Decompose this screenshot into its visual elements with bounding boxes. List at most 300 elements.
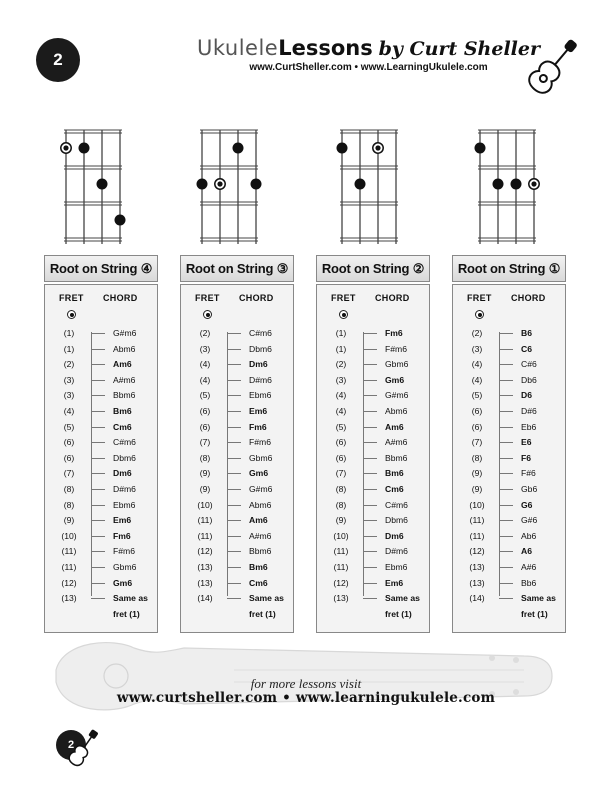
chord-name: Am6: [385, 421, 404, 432]
chord-name: Fm6: [385, 328, 403, 338]
chord-name: G#m6: [385, 390, 409, 401]
root-dot-center-icon: [375, 145, 380, 150]
footer-ukulele-icon: [62, 726, 102, 768]
bracket-tick: [227, 442, 241, 443]
bracket-tick: [227, 473, 241, 474]
chord-name: Gbm6: [249, 452, 273, 463]
chord-diagram-4: [474, 124, 544, 244]
bracket-tick: [91, 489, 105, 490]
chord-row: [317, 590, 429, 606]
chord-name: F#m6: [113, 546, 135, 557]
bracket-tick: [363, 411, 377, 412]
bracket-tick: [91, 583, 105, 584]
fret-column-header: FRET: [59, 293, 84, 303]
chord-name: Abm6: [249, 499, 272, 510]
fret-number: (2): [63, 359, 75, 370]
chord-name: Ebm6: [113, 499, 136, 510]
fret-number: (1): [335, 343, 347, 354]
chord-name: Dbm6: [385, 515, 408, 526]
bracket-tick: [227, 583, 241, 584]
chord-row: [45, 575, 157, 591]
chord-row: [181, 372, 293, 388]
chord-row: [453, 403, 565, 419]
fret-number: (11): [197, 530, 213, 541]
chord-name: Gbm6: [385, 359, 409, 370]
footer-page-badge: 2: [56, 730, 86, 760]
chord-row: [317, 450, 429, 466]
chord-column-header: CHORD: [375, 293, 410, 303]
fret-number: (10): [469, 499, 485, 510]
fret-number: (4): [63, 405, 75, 416]
bracket-tick: [91, 364, 105, 365]
fret-number: (2): [335, 359, 347, 370]
chord-row: [453, 434, 565, 450]
chord-row: [45, 450, 157, 466]
ukulele-logo-icon: [528, 34, 578, 100]
fret-number: (4): [335, 390, 347, 401]
chord-row: [45, 559, 157, 575]
finger-dot-icon: [251, 179, 262, 190]
fret-number: (14): [197, 593, 213, 604]
chord-row: [181, 403, 293, 419]
chord-panel-1: [44, 255, 158, 633]
chord-column-header: CHORD: [239, 293, 274, 303]
chord-name: G#6: [521, 515, 538, 526]
chord-name: Db6: [521, 374, 537, 385]
bracket-tick: [363, 349, 377, 350]
finger-dot-icon: [233, 143, 244, 154]
chord-row: [45, 481, 157, 497]
chord-row: [181, 387, 293, 403]
chord-name: D#m6: [249, 374, 272, 385]
chord-name: G6: [521, 499, 533, 510]
chord-row: [45, 341, 157, 357]
chord-name: Same as: [385, 593, 420, 604]
fret-number: (10): [333, 530, 349, 541]
chord-name: Ab6: [521, 530, 537, 541]
chord-column-header: CHORD: [103, 293, 138, 303]
bracket-tick: [227, 567, 241, 568]
panel-title: Root on String ④: [44, 255, 158, 282]
fret-number: (3): [335, 374, 347, 385]
bracket-tick: [227, 411, 241, 412]
chord-row: [45, 325, 157, 341]
bracket-tick: [363, 473, 377, 474]
chord-row: [181, 559, 293, 575]
chord-name: D#6: [521, 405, 537, 416]
chord-row: [453, 372, 565, 388]
brand-author: by Curt Sheller: [378, 38, 540, 60]
fret-number: (4): [471, 359, 483, 370]
bracket-tick: [363, 427, 377, 428]
chord-name: Bb6: [521, 577, 537, 588]
fret-number: (9): [335, 515, 347, 526]
fret-number: (8): [471, 452, 483, 463]
chord-name: Bbm6: [113, 390, 136, 401]
chord-row: [181, 528, 293, 544]
bracket-tick: [499, 567, 513, 568]
brand-urls: www.CurtSheller.com • www.LearningUkulele.com: [249, 62, 488, 73]
fret-number: (8): [335, 483, 347, 494]
chord-row: [317, 497, 429, 513]
chord-name: Gm6: [249, 468, 269, 479]
bracket-tick: [227, 520, 241, 521]
bracket-tick: [91, 427, 105, 428]
fret-number: (4): [199, 374, 211, 385]
chord-name: Bm6: [113, 405, 132, 416]
chord-name: Am6: [249, 515, 268, 526]
bracket-tick: [499, 489, 513, 490]
bracket-tick: [91, 598, 105, 599]
brand-lessons: Lessons: [278, 36, 373, 60]
chord-list: [317, 325, 429, 606]
brand-title: [197, 36, 540, 61]
chord-name: Fm6: [113, 530, 131, 541]
fret-number: (8): [63, 483, 75, 494]
bracket-tick: [499, 411, 513, 412]
chord-name: Abm6: [113, 343, 136, 354]
fret-number: (1): [63, 328, 75, 338]
chord-row: [317, 543, 429, 559]
bracket-tick: [91, 551, 105, 552]
fret-number: (9): [199, 468, 211, 479]
fret-number: (6): [199, 405, 211, 416]
fret-number: (12): [197, 546, 213, 557]
chord-name: Dm6: [113, 468, 132, 479]
bracket-tick: [91, 349, 105, 350]
fret-number: (14): [469, 593, 485, 604]
chord-row: [317, 356, 429, 372]
chord-row: [45, 419, 157, 435]
chord-row: [45, 387, 157, 403]
chord-name: Cm6: [113, 421, 132, 432]
chord-name: C6: [521, 343, 532, 354]
finger-dot-icon: [337, 143, 348, 154]
bracket-tick: [363, 458, 377, 459]
chord-row: [453, 543, 565, 559]
finger-dot-icon: [475, 143, 486, 154]
bracket-tick: [363, 489, 377, 490]
chord-row: [181, 481, 293, 497]
chord-name: D6: [521, 390, 532, 401]
chord-name: Em6: [385, 577, 404, 588]
fret-number: (8): [63, 499, 75, 510]
fret-number: (7): [335, 468, 347, 479]
root-dot-center-icon: [63, 145, 68, 150]
chord-row: [181, 497, 293, 513]
chord-diagram-3: [336, 124, 406, 244]
bracket-tick: [227, 536, 241, 537]
chord-row: [453, 512, 565, 528]
fret-number: (7): [471, 437, 483, 448]
panel-body: [316, 284, 430, 633]
chord-row: [453, 356, 565, 372]
fret-number: (9): [471, 483, 483, 494]
chord-name: B6: [521, 328, 532, 338]
chord-row: [453, 387, 565, 403]
panel-title: Root on String ①: [452, 255, 566, 282]
panel-body: [452, 284, 566, 633]
bracket-tick: [363, 567, 377, 568]
bracket-tick: [499, 458, 513, 459]
chord-list: [45, 325, 157, 606]
bracket-tick: [499, 427, 513, 428]
fret-number: (4): [199, 359, 211, 370]
bracket-tick: [499, 551, 513, 552]
bracket-tick: [499, 395, 513, 396]
fret-number: (7): [199, 437, 211, 448]
finger-dot-icon: [511, 179, 522, 190]
chord-name: Em6: [113, 515, 132, 526]
bracket-tick: [227, 380, 241, 381]
fret-number: (13): [61, 593, 77, 604]
chord-row: [45, 465, 157, 481]
chord-name: C#6: [521, 359, 537, 370]
same-as-fret-note: fret (1): [521, 608, 548, 619]
bracket-tick: [499, 598, 513, 599]
bracket-tick: [363, 333, 377, 334]
fret-number: (5): [471, 390, 483, 401]
fret-number: (11): [469, 530, 485, 541]
chord-name: A#6: [521, 561, 537, 572]
fret-number: (6): [471, 421, 483, 432]
bracket-tick: [363, 442, 377, 443]
chord-row: [181, 434, 293, 450]
chord-name: A#m6: [113, 374, 136, 385]
fret-number: (5): [63, 421, 75, 432]
bracket-tick: [91, 505, 105, 506]
bracket-tick: [363, 598, 377, 599]
bracket-tick: [363, 505, 377, 506]
chord-name: Gm6: [385, 374, 405, 385]
fret-number: (9): [63, 515, 75, 526]
chord-row: [181, 543, 293, 559]
chord-row: [453, 559, 565, 575]
bracket-tick: [227, 395, 241, 396]
chord-name: Same as: [113, 593, 148, 604]
chord-row: [45, 372, 157, 388]
brand-header: [197, 36, 540, 73]
chord-row: [453, 481, 565, 497]
fret-number: (6): [199, 421, 211, 432]
chord-row: [453, 341, 565, 357]
chord-name: A#m6: [249, 530, 272, 541]
bracket-tick: [499, 536, 513, 537]
chord-row: [317, 465, 429, 481]
footer-urls: www.curtsheller.com • www.learningukulele.com: [116, 690, 496, 706]
chord-panel-2: [180, 255, 294, 633]
bracket-tick: [91, 380, 105, 381]
chord-row: [453, 575, 565, 591]
fret-number: (6): [63, 437, 75, 448]
root-marker-icon: [67, 310, 76, 319]
fret-number: (9): [199, 483, 211, 494]
chord-name: Am6: [113, 359, 132, 370]
chord-name: Em6: [249, 405, 268, 416]
fret-number: (8): [335, 499, 347, 510]
chord-row: [45, 528, 157, 544]
panel-body: [44, 284, 158, 633]
fret-number: (4): [471, 374, 483, 385]
chord-row: [317, 325, 429, 341]
chord-name: Dbm6: [113, 452, 136, 463]
chord-row: [453, 450, 565, 466]
chord-row: [45, 497, 157, 513]
bracket-tick: [363, 536, 377, 537]
chord-row: [317, 481, 429, 497]
chord-name: Eb6: [521, 421, 537, 432]
chord-name: Ebm6: [385, 561, 408, 572]
fret-number: (13): [197, 561, 213, 572]
fret-number: (3): [63, 390, 75, 401]
chord-row: [453, 465, 565, 481]
chord-name: Bbm6: [385, 452, 408, 463]
fret-number: (13): [333, 593, 349, 604]
chord-row: [181, 450, 293, 466]
fret-number: (6): [335, 452, 347, 463]
chord-row: [181, 512, 293, 528]
bracket-tick: [227, 333, 241, 334]
chord-diagram-1: [60, 124, 130, 244]
chord-row: [453, 528, 565, 544]
chord-row: [45, 590, 157, 606]
fret-number: (6): [471, 405, 483, 416]
chord-name: Bm6: [385, 468, 404, 479]
bracket-tick: [91, 411, 105, 412]
fret-number: (6): [335, 437, 347, 448]
panel-title: Root on String ③: [180, 255, 294, 282]
chord-row: [181, 575, 293, 591]
fret-number: (9): [471, 468, 483, 479]
fret-number: (5): [335, 421, 347, 432]
bracket-tick: [91, 333, 105, 334]
footer-visit-text: for more lessons visit: [250, 676, 362, 691]
chord-row: [45, 543, 157, 559]
bracket-tick: [363, 520, 377, 521]
chord-name: Same as: [521, 593, 556, 604]
root-marker-icon: [339, 310, 348, 319]
chord-name: Ebm6: [249, 390, 272, 401]
bracket-tick: [499, 349, 513, 350]
fret-column-header: FRET: [195, 293, 220, 303]
chord-name: Gm6: [113, 577, 133, 588]
fret-number: (11): [333, 561, 349, 572]
bracket-tick: [363, 583, 377, 584]
brand-ukulele: Ukulele: [197, 36, 279, 60]
chord-row: [317, 372, 429, 388]
chord-row: [181, 325, 293, 341]
bracket-tick: [91, 442, 105, 443]
bracket-tick: [499, 505, 513, 506]
bracket-tick: [499, 520, 513, 521]
bracket-tick: [499, 583, 513, 584]
chord-name: Bbm6: [249, 546, 272, 557]
finger-dot-icon: [79, 143, 90, 154]
fret-number: (2): [199, 328, 211, 338]
chord-row: [317, 434, 429, 450]
chord-row: [45, 434, 157, 450]
fret-number: (11): [61, 561, 77, 572]
bracket-tick: [363, 364, 377, 365]
fret-number: (7): [63, 468, 75, 479]
chord-row: [181, 590, 293, 606]
chord-row: [181, 465, 293, 481]
panel-title: Root on String ②: [316, 255, 430, 282]
chord-name: A#m6: [385, 437, 408, 448]
bracket-tick: [91, 536, 105, 537]
fret-number: (8): [199, 452, 211, 463]
bracket-tick: [227, 598, 241, 599]
chord-name: D#m6: [385, 546, 408, 557]
chord-column-header: CHORD: [511, 293, 546, 303]
bracket-tick: [227, 349, 241, 350]
fret-number: (3): [471, 343, 483, 354]
fret-column-header: FRET: [331, 293, 356, 303]
root-marker-icon: [203, 310, 212, 319]
fret-number: (13): [469, 561, 485, 572]
bracket-tick: [227, 458, 241, 459]
fret-number: (1): [335, 328, 347, 338]
chord-row: [317, 387, 429, 403]
fret-number: (11): [469, 515, 485, 526]
root-marker-icon: [475, 310, 484, 319]
fret-number: (11): [333, 546, 349, 557]
chord-row: [181, 419, 293, 435]
bracket-tick: [499, 364, 513, 365]
bracket-tick: [91, 520, 105, 521]
same-as-fret-note: fret (1): [385, 608, 412, 619]
bracket-tick: [227, 489, 241, 490]
chord-name: D#m6: [113, 483, 136, 494]
fret-number: (12): [469, 546, 485, 557]
fret-number: (11): [61, 546, 77, 557]
chord-row: [45, 356, 157, 372]
chord-name: Abm6: [385, 405, 408, 416]
chord-list: [181, 325, 293, 606]
chord-row: [317, 559, 429, 575]
fret-number: (13): [469, 577, 485, 588]
chord-row: [181, 341, 293, 357]
bracket-tick: [499, 380, 513, 381]
chord-row: [453, 325, 565, 341]
chord-diagram-2: [196, 124, 266, 244]
bracket-tick: [499, 473, 513, 474]
chord-row: [453, 590, 565, 606]
chord-name: Cm6: [385, 483, 404, 494]
fret-number: (3): [63, 374, 75, 385]
bracket-tick: [91, 473, 105, 474]
bracket-tick: [499, 442, 513, 443]
bracket-tick: [363, 380, 377, 381]
fret-number: (6): [63, 452, 75, 463]
fret-number: (10): [197, 499, 213, 510]
chord-row: [45, 512, 157, 528]
chord-name: E6: [521, 437, 532, 448]
chord-name: F#m6: [249, 437, 271, 448]
chord-name: F#6: [521, 468, 536, 479]
fret-number: (5): [199, 390, 211, 401]
fret-number: (11): [197, 515, 213, 526]
chord-name: F#m6: [385, 343, 407, 354]
chord-name: Fm6: [249, 421, 267, 432]
chord-name: Same as: [249, 593, 284, 604]
finger-dot-icon: [197, 179, 208, 190]
chord-row: [317, 512, 429, 528]
finger-dot-icon: [493, 179, 504, 190]
bracket-tick: [91, 567, 105, 568]
chord-row: [453, 419, 565, 435]
bracket-tick: [227, 505, 241, 506]
